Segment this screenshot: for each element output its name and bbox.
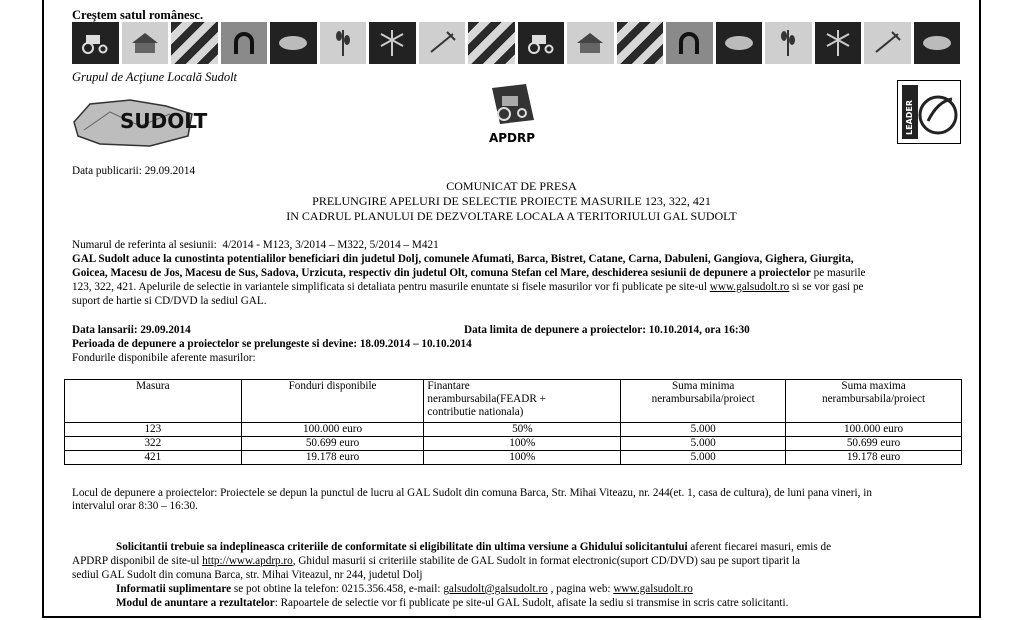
header-finantare-1: Finantare bbox=[427, 380, 470, 392]
info-label: Informatii suplimentare bbox=[116, 583, 232, 595]
sudolt-logo-text: SUDOLT bbox=[120, 109, 208, 133]
title-extension: PRELUNGIRE APELURI DE SELECTIE PROIECTE MASURILE 123, 322, 421 bbox=[312, 194, 711, 208]
requirements-line-3: sediul GAL Sudolt din comuna Barca, str. Mihai Viteazul, nr 244, judetul Dolj bbox=[72, 569, 423, 581]
deadline: Data limita de depunere a proiectelor: 10.10.2014, ora 16:30 bbox=[464, 324, 750, 336]
reference-label: Numarul de referinta al sesiunii: bbox=[72, 239, 217, 251]
header-fonduri: Fonduri disponibile bbox=[241, 380, 424, 423]
announcement-line-3-a: 123, 322, 421. Apelurile de selectie in variantele simplificata si detaliata pentru masurile enuntate si fisele masurilor vor fi publicate pe site-ul bbox=[72, 281, 710, 293]
horseshoe-icon bbox=[666, 22, 713, 64]
announcement-line-2-rest: pe masurile bbox=[810, 267, 866, 279]
document-page bbox=[42, 0, 981, 618]
location-line-1: Locul de depunere a proiectelor: Proiectele se depun la punctul de lucru al GAL Sudolt din comuna Barca, Str. Mihai Viteazu, nr. 244(et. 1, casa de cultura), de luni pana vineri, in bbox=[72, 487, 872, 499]
group-name: Grupul de Acţiune Locală Sudolt bbox=[72, 70, 238, 84]
header-suma-maxima bbox=[786, 380, 962, 423]
table-row bbox=[65, 423, 962, 437]
requirements-line-2 bbox=[72, 555, 800, 568]
header-suma-minima bbox=[621, 380, 786, 423]
publish-date: Data publicarii: 29.09.2014 bbox=[72, 165, 196, 177]
header-suma-maxima-2: nerambursabila/proiect bbox=[821, 393, 926, 405]
table-row bbox=[65, 451, 962, 465]
info-line bbox=[116, 583, 693, 596]
requirements-line-1 bbox=[116, 541, 831, 554]
table-cell: 50.699 euro bbox=[786, 437, 962, 451]
header-finantare-3: contributie nationala) bbox=[427, 406, 524, 418]
website-link[interactable]: www.galsudolt.ro bbox=[613, 583, 693, 595]
results-label: Modul de anuntare a rezultatelor bbox=[116, 597, 275, 609]
table-cell: 19.178 euro bbox=[241, 451, 424, 465]
table-header-row bbox=[65, 380, 962, 423]
table-cell: 100.000 euro bbox=[786, 423, 962, 437]
announcement-line-4: suport de hartie si CD/DVD la sediul GAL. bbox=[72, 295, 267, 307]
announcement-line-1: GAL Sudolt aduce la cunostinta potentialilor beneficiari din judetul Dolj, comunele Afumati, Barca, Bistret, Catane, Carna, Dabuleni, Gangiova, Gighera, Giurgita, bbox=[72, 253, 854, 265]
rake-icon bbox=[864, 22, 911, 64]
requirements-line-1-rest: aferent fiecarei masuri, emis de bbox=[687, 541, 832, 553]
title-plan: IN CADRUL PLANULUI DE DEZVOLTARE LOCALA A TERITORIULUI GAL SUDOLT bbox=[286, 209, 737, 223]
announcement-line-3 bbox=[72, 281, 864, 294]
bread-icon bbox=[270, 22, 317, 64]
leader-logo bbox=[897, 80, 961, 144]
stripes-icon bbox=[468, 22, 515, 64]
table-cell: 5.000 bbox=[621, 423, 786, 437]
tractor-icon bbox=[72, 22, 119, 64]
header-banner bbox=[72, 22, 960, 64]
header-suma-minima-2: nerambursabila/proiect bbox=[651, 393, 755, 405]
leader-logo-text: LEADER bbox=[905, 99, 914, 135]
table-cell: 19.178 euro bbox=[786, 451, 962, 465]
table-cell: 5.000 bbox=[621, 437, 786, 451]
funds-table bbox=[64, 379, 962, 465]
info-text-b: , pagina web: bbox=[547, 583, 614, 595]
header-suma-maxima-1: Suma maxima bbox=[841, 380, 906, 392]
slogan: Creştem satul românesc. bbox=[72, 8, 204, 22]
table-cell: 50% bbox=[424, 423, 621, 437]
header-suma-minima-1: Suma minima bbox=[671, 380, 735, 392]
farmhouse-icon bbox=[122, 22, 169, 64]
results-line bbox=[116, 597, 788, 610]
stripes-icon bbox=[617, 22, 664, 64]
announcement-line-3-b: si se vor gasi pe bbox=[789, 281, 864, 293]
table-row bbox=[65, 437, 962, 451]
wheat-icon bbox=[765, 22, 812, 64]
funds-intro: Fondurile disponibile aferente masurilor: bbox=[72, 352, 256, 364]
table-cell: 100% bbox=[424, 451, 621, 465]
table-cell: 322 bbox=[65, 437, 242, 451]
announcement-line-2-bold: Goicea, Macesu de Jos, Macesu de Sus, Sadova, Urzicuta, respectiv din judetul Olt, comuna Stefan cel Mare, deschiderea sesiunii de depunere a proiectelor bbox=[72, 267, 811, 279]
apdrp-link[interactable]: http://www.apdrp.ro bbox=[202, 555, 293, 567]
apdrp-logo-text: APDRP bbox=[488, 131, 536, 145]
stripes-icon bbox=[171, 22, 218, 64]
email-link[interactable]: galsudolt@galsudolt.ro bbox=[443, 583, 548, 595]
bread-icon bbox=[914, 22, 961, 64]
apdrp-logo bbox=[482, 80, 542, 150]
farmhouse-icon bbox=[567, 22, 614, 64]
horseshoe-icon bbox=[221, 22, 268, 64]
info-text-a: se pot obtine la telefon: 0215.356.458, e-mail: bbox=[231, 583, 444, 595]
rake-icon bbox=[419, 22, 466, 64]
reference-line bbox=[72, 239, 439, 252]
requirements-line-1-bold: Solicitantii trebuie sa indeplineasca criteriile de conformitate si eligibilitate din ultima versiune a Ghidului solicitantului bbox=[116, 541, 688, 553]
reference-value: 4/2014 - M123, 3/2014 – M322, 5/2014 – M421 bbox=[222, 239, 439, 251]
table-cell: 100.000 euro bbox=[241, 423, 424, 437]
table-cell: 5.000 bbox=[621, 451, 786, 465]
header-finantare bbox=[424, 380, 621, 423]
results-text: : Rapoartele de selectie vor fi publicate pe site-ul GAL Sudolt, afisate la sediu si transmise in scris catre solicitanti. bbox=[274, 597, 789, 609]
table-cell: 421 bbox=[65, 451, 242, 465]
table-cell: 123 bbox=[65, 423, 242, 437]
windmill-icon bbox=[369, 22, 416, 64]
announcement-line-2 bbox=[72, 267, 866, 280]
table-cell: 100% bbox=[424, 437, 621, 451]
launch-date: Data lansarii: 29.09.2014 bbox=[72, 324, 191, 336]
table-cell: 50.699 euro bbox=[241, 437, 424, 451]
requirements-line-2-b: , Ghidul masurii si criteriile stabilite de GAL Sudolt in format electronic(suport CD/DVD) sau pe suport tiparit la bbox=[292, 555, 801, 567]
bread-icon bbox=[716, 22, 763, 64]
wheat-icon bbox=[320, 22, 367, 64]
requirements-line-2-a: APDRP disponibil de site-ul bbox=[72, 555, 203, 567]
location-line-2: intervalul orar 8:30 – 16:30. bbox=[72, 500, 198, 512]
windmill-icon bbox=[815, 22, 862, 64]
extension-period: Perioada de depunere a proiectelor se prelungeste si devine: 18.09.2014 – 10.10.2014 bbox=[72, 338, 472, 350]
header-finantare-2: nerambursabila(FEADR + bbox=[427, 393, 546, 405]
header-masura: Masura bbox=[65, 380, 242, 423]
galsudolt-link[interactable]: www.galsudolt.ro bbox=[709, 281, 790, 293]
sudolt-logo bbox=[70, 92, 208, 150]
tractor-icon bbox=[518, 22, 565, 64]
title-press-release: COMUNICAT DE PRESA bbox=[446, 179, 577, 193]
